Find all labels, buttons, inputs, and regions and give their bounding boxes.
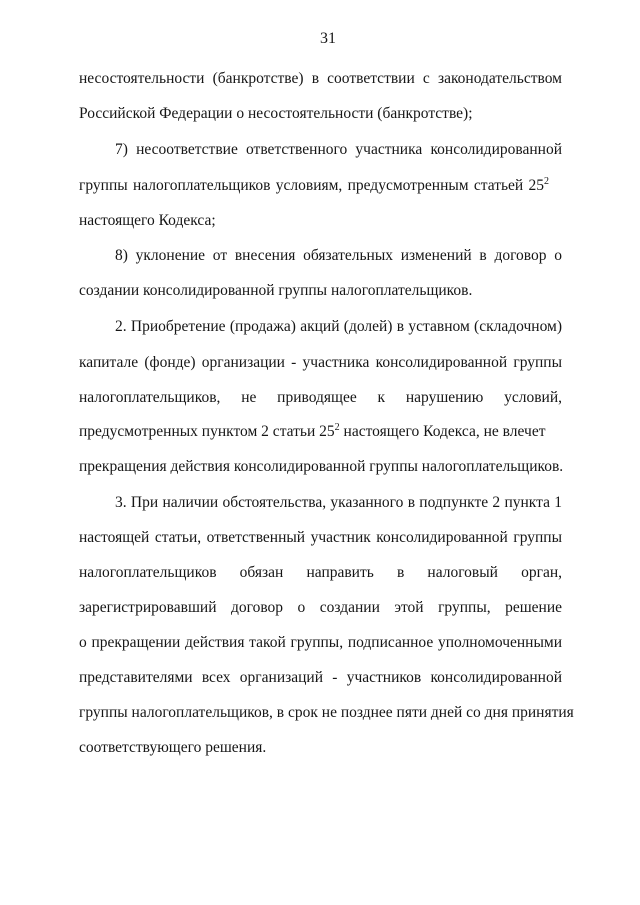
text-line-18: представителями всех организаций - участников консолидированной <box>79 669 562 686</box>
text-line-6: 8) уклонение от внесения обязательных изменений в договор о <box>115 247 562 264</box>
text-line-17: о прекращении действия такой группы, подписанное уполномоченными <box>79 634 562 651</box>
text-line-7: создании консолидированной группы налогоплательщиков. <box>79 282 473 299</box>
text-line-11 <box>79 422 562 442</box>
page-number: 31 <box>320 30 336 47</box>
text-line-11-part-2: настоящего Кодекса, не влечет <box>339 423 546 440</box>
text-line-13: 3. При наличии обстоятельства, указанного в подпункте 2 пункта 1 <box>115 494 562 511</box>
text-line-11-part-1: предусмотренных пунктом 2 статьи 25 <box>79 423 335 440</box>
text-line-4-body: группы налогоплательщиков условиям, предусмотренным статьей 25 <box>79 177 544 194</box>
superscript-25-b: 2 <box>334 421 340 433</box>
text-line-20: соответствующего решения. <box>79 739 267 756</box>
text-line-12: прекращения действия консолидированной группы налогоплательщиков. <box>79 458 564 475</box>
superscript-25-a: 2 <box>544 175 549 187</box>
text-line-8: 2. Приобретение (продажа) акций (долей) в уставном (складочном) <box>115 318 562 335</box>
text-line-5: настоящего Кодекса; <box>79 212 216 229</box>
text-line-3: 7) несоответствие ответственного участника консолидированной <box>115 141 562 158</box>
text-line-1: несостоятельности (банкротстве) в соответствии с законодательством <box>79 70 562 87</box>
text-line-2: Российской Федерации о несостоятельности (банкротстве); <box>79 105 473 122</box>
text-line-9: капитале (фонде) организации - участника консолидированной группы <box>79 354 562 371</box>
text-line-15: налогоплательщиков обязан направить в налоговый орган, <box>79 564 562 581</box>
text-line-10: налогоплательщиков, не приводящее к нарушению условий, <box>79 389 562 406</box>
text-line-19: группы налогоплательщиков, в срок не позднее пяти дней со дня принятия <box>79 704 574 721</box>
text-line-14: настоящей статьи, ответственный участник консолидированной группы <box>79 529 562 546</box>
text-line-16: зарегистрировавший договор о создании этой группы, решение <box>79 599 562 616</box>
text-line-4 <box>79 176 549 196</box>
